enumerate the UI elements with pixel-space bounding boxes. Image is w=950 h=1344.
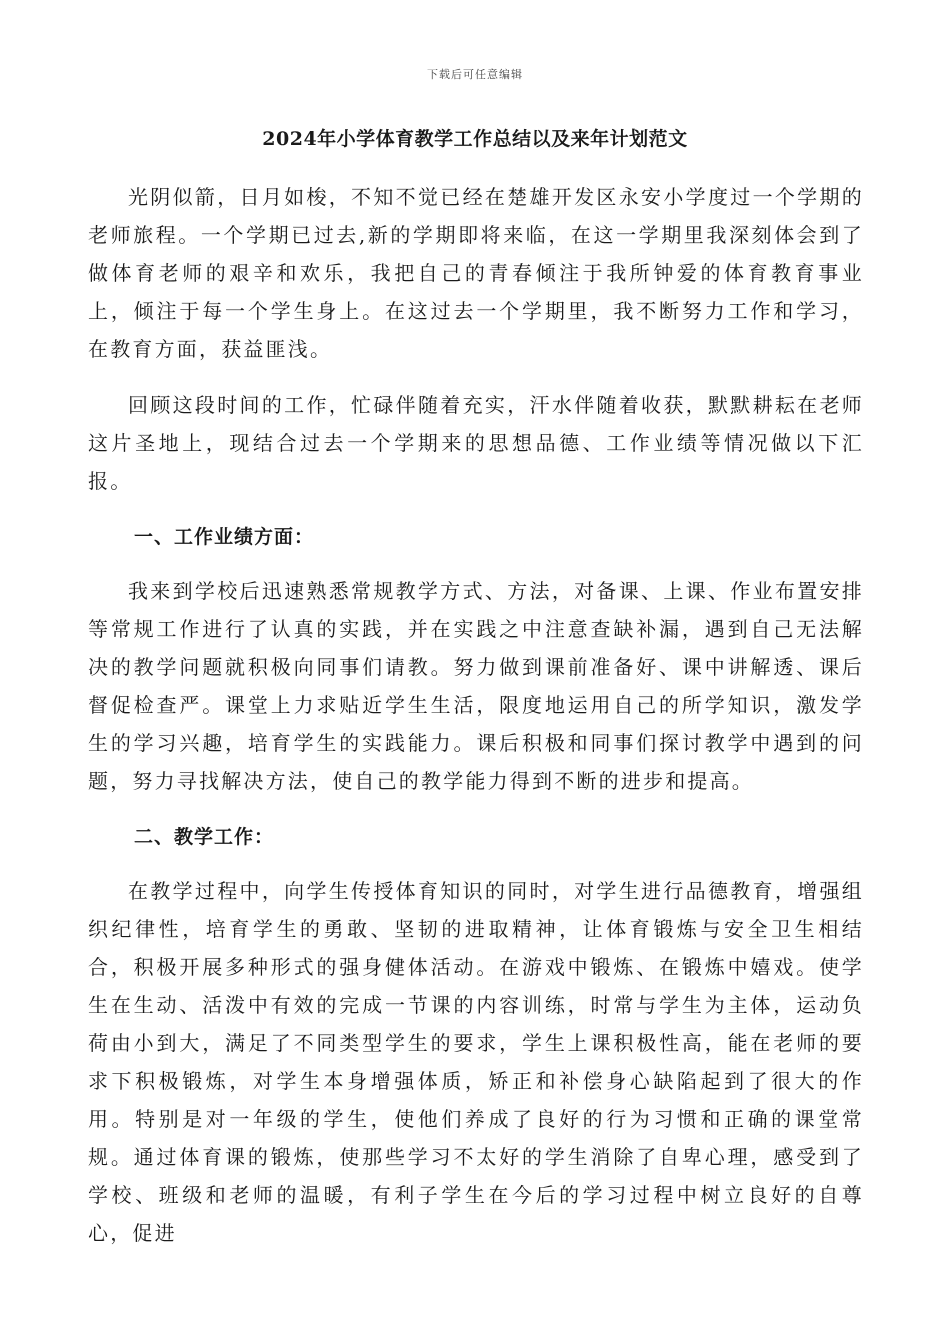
paragraph-work-performance: 我来到学校后迅速熟悉常规教学方式、方法，对备课、上课、作业布置安排等常规工作进行了认真的实践，并在实践之中注意查缺补漏，遇到自己无法解决的教学问题就积极向同事们请教。努力做到课前准备好、课中讲解透、课后督促检查严。课堂上力求贴近学生生活，限度地运用自己的所学知识，激发学生的学习兴趣，培育学生的实践能力。课后积极和同事们探讨教学中遇到的问题，努力寻找解决方法，使自己的教学能力得到不断的进步和提高。 [88, 579, 864, 793]
section-heading-teaching: 二、教学工作： [134, 826, 275, 848]
paragraph-intro: 光阴似箭，日月如梭，不知不觉已经在楚雄开发区永安小学度过一个学期的老师旅程。一个学期已过去,新的学期即将来临，在这一学期里我深刻体会到了做体育老师的艰辛和欢乐，我把自己的青春倾注于我所钟爱的体育教育事业上，倾注于每一个学生身上。在这过去一个学期里，我不断努力工作和学习，在教育方面，获益匪浅。 [88, 185, 864, 361]
document-body [88, 178, 864, 1270]
section-heading-work-performance: 一、工作业绩方面： [134, 526, 315, 548]
paragraph-teaching: 在教学过程中，向学生传授体育知识的同时，对学生进行品德教育，增强组织纪律性，培育学生的勇敢、坚韧的进取精神，让体育锻炼与安全卫生相结合，积极开展多种形式的强身健体活动。在游戏中锻炼、在锻炼中嬉戏。使学生在生动、活泼中有效的完成一节课的内容训练，时常与学生为主体，运动负荷由小到大，满足了不同类型学生的要求，学生上课积极性高，能在老师的要求下积极锻炼，对学生本身增强体质，矫正和补偿身心缺陷起到了很大的作用。特别是对一年级的学生，使他们养成了良好的行为习惯和正确的课堂常规。通过体育课的锻炼，使那些学习不太好的学生消除了自卑心理，感受到了学校、班级和老师的温暖，有利子学生在今后的学习过程中树立良好的自尊心，促进 [88, 879, 864, 1245]
document-title: 2024年小学体育教学工作总结以及来年计划范文 [262, 128, 688, 150]
header-note: 下载后可任意编辑 [427, 68, 523, 81]
paragraph-review: 回顾这段时间的工作，忙碌伴随着充实，汗水伴随着收获，默默耕耘在老师这片圣地上，现结合过去一个学期来的思想品德、工作业绩等情况做以下汇报。 [88, 393, 864, 493]
